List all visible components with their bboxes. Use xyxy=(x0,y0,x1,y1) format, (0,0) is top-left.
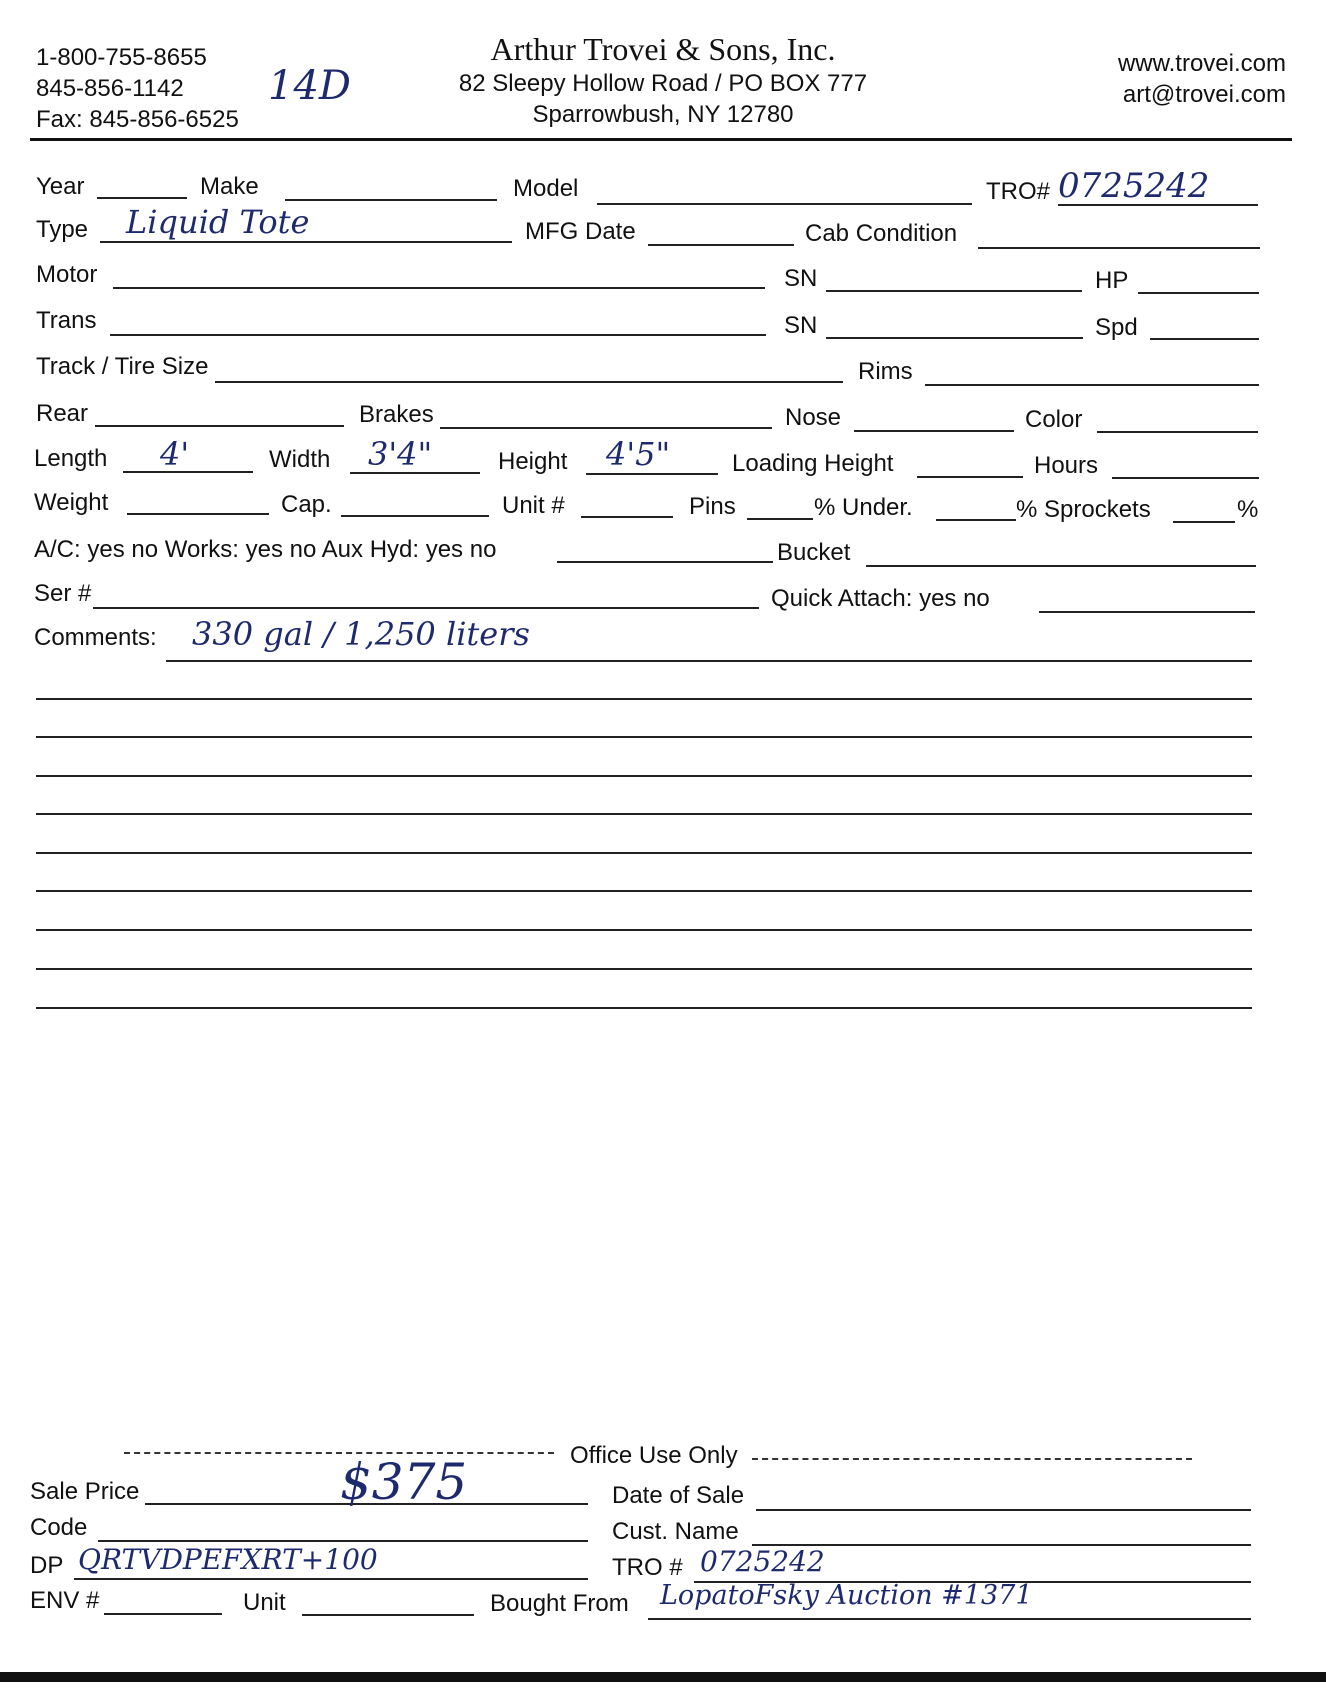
motor-sn-field[interactable] xyxy=(826,290,1082,292)
hp-field[interactable] xyxy=(1138,292,1259,294)
tro-value: 0725242 xyxy=(1058,166,1210,206)
type-value: Liquid Tote xyxy=(126,203,310,241)
hours-label: Hours xyxy=(1034,452,1099,479)
header-rule xyxy=(30,138,1292,141)
motor-label: Motor xyxy=(36,261,98,288)
rear-label: Rear xyxy=(36,400,89,427)
pct-under-label: % Under. xyxy=(814,494,913,521)
loading-height-label: Loading Height xyxy=(732,450,894,477)
date-of-sale-field[interactable] xyxy=(756,1509,1251,1511)
phone-tollfree: 1-800-755-8655 xyxy=(36,44,207,71)
comment-line[interactable] xyxy=(36,813,1252,815)
color-field[interactable] xyxy=(1097,431,1258,433)
ac-works-aux-options[interactable]: A/C: yes no Works: yes no Aux Hyd: yes no xyxy=(34,536,497,563)
weight-label: Weight xyxy=(34,489,109,516)
website: www.trovei.com xyxy=(1117,50,1286,77)
hp-label: HP xyxy=(1095,267,1129,294)
ser-field[interactable] xyxy=(93,607,759,609)
comment-line[interactable] xyxy=(36,852,1252,854)
year-label: Year xyxy=(36,173,85,200)
trans-field[interactable] xyxy=(110,334,766,336)
pins-field[interactable] xyxy=(747,518,813,520)
office-tro-value: 0725242 xyxy=(700,1545,825,1578)
year-field[interactable] xyxy=(97,197,187,199)
track-tire-label: Track / Tire Size xyxy=(36,353,209,380)
phone-local: 845-856-1142 xyxy=(36,75,184,102)
company-name: Arthur Trovei & Sons, Inc. xyxy=(490,31,836,67)
office-divider-right xyxy=(752,1458,1192,1460)
motor-sn-label: SN xyxy=(784,265,818,292)
sprockets-field[interactable] xyxy=(1173,521,1235,523)
dp-value: QRTVDPEFXRT+100 xyxy=(78,1543,378,1576)
nose-field[interactable] xyxy=(854,430,1014,432)
date-of-sale-label: Date of Sale xyxy=(612,1482,745,1509)
comment-line[interactable] xyxy=(36,698,1252,700)
bought-from-value: LopatoFsky Auction #1371 xyxy=(660,1580,1033,1611)
mfg-date-field[interactable] xyxy=(648,244,794,246)
nose-label: Nose xyxy=(785,404,842,431)
trans-sn-label: SN xyxy=(784,312,818,339)
unit-label: Unit xyxy=(243,1589,286,1616)
weight-field[interactable] xyxy=(127,513,269,515)
tro-label: TRO# xyxy=(986,178,1051,205)
office-divider-left xyxy=(124,1452,554,1454)
comments-value: 330 gal / 1,250 liters xyxy=(192,615,530,653)
rims-label: Rims xyxy=(858,358,913,385)
unit-no-field[interactable] xyxy=(581,516,673,518)
office-use-heading: Office Use Only xyxy=(570,1442,738,1469)
mfg-date-label: MFG Date xyxy=(525,218,636,245)
cap-field[interactable] xyxy=(341,515,489,517)
page-bottom-edge xyxy=(0,1672,1326,1682)
sprockets-pct-sign: % xyxy=(1237,496,1259,523)
model-field[interactable] xyxy=(597,203,972,205)
spd-label: Spd xyxy=(1095,314,1138,341)
comment-line[interactable] xyxy=(36,929,1252,931)
quick-attach-options[interactable]: Quick Attach: yes no xyxy=(771,585,990,612)
aux-hyd-field[interactable] xyxy=(557,561,773,563)
unit-no-label: Unit # xyxy=(502,492,565,519)
under-field[interactable] xyxy=(936,519,1016,521)
track-tire-field[interactable] xyxy=(215,381,843,383)
height-value: 4'5" xyxy=(606,435,671,473)
model-label: Model xyxy=(513,175,579,202)
web-block xyxy=(1118,48,1286,110)
bucket-label: Bucket xyxy=(777,539,851,566)
fax-number: Fax: 845-856-6525 xyxy=(36,106,239,133)
motor-field[interactable] xyxy=(113,287,765,289)
length-value: 4' xyxy=(160,435,190,473)
comment-line[interactable] xyxy=(36,1007,1252,1009)
cust-name-field[interactable] xyxy=(752,1544,1251,1546)
bucket-field[interactable] xyxy=(866,565,1256,567)
pins-label: Pins xyxy=(689,493,736,520)
address-line-1: 82 Sleepy Hollow Road / PO BOX 777 xyxy=(458,70,868,97)
make-field[interactable] xyxy=(285,199,497,201)
comment-line[interactable] xyxy=(36,775,1252,777)
code-label: Code xyxy=(30,1514,88,1541)
pct-sprockets-label: % Sprockets xyxy=(1016,496,1151,523)
bought-from-label: Bought From xyxy=(490,1590,629,1617)
bought-from-field[interactable] xyxy=(648,1618,1251,1620)
dp-label: DP xyxy=(30,1552,64,1579)
ser-label: Ser # xyxy=(34,580,92,607)
brakes-field[interactable] xyxy=(440,427,772,429)
comment-line[interactable] xyxy=(36,736,1252,738)
comment-line[interactable] xyxy=(36,890,1252,892)
rims-field[interactable] xyxy=(925,384,1259,386)
width-label: Width xyxy=(269,446,331,473)
make-label: Make xyxy=(200,173,259,200)
email: art@trovei.com xyxy=(1122,81,1286,108)
unit-field[interactable] xyxy=(302,1614,474,1616)
brakes-label: Brakes xyxy=(359,401,434,428)
spd-field[interactable] xyxy=(1150,338,1259,340)
comment-line[interactable] xyxy=(166,660,1252,662)
cab-condition-field[interactable] xyxy=(978,247,1260,249)
width-value: 3'4" xyxy=(368,435,433,473)
handwritten-mark: 14D xyxy=(268,63,351,109)
comment-line[interactable] xyxy=(36,968,1252,970)
rear-field[interactable] xyxy=(95,425,344,427)
cap-label: Cap. xyxy=(281,491,332,518)
quick-attach-field[interactable] xyxy=(1039,611,1255,613)
height-label: Height xyxy=(498,448,568,475)
color-label: Color xyxy=(1025,406,1083,433)
env-field[interactable] xyxy=(104,1613,222,1615)
cust-name-label: Cust. Name xyxy=(612,1518,739,1545)
office-tro-label: TRO # xyxy=(612,1554,683,1581)
sale-price-value: $375 xyxy=(340,1453,468,1511)
comments-label: Comments: xyxy=(34,624,157,651)
address-line-2: Sparrowbush, NY 12780 xyxy=(532,101,794,128)
env-label: ENV # xyxy=(30,1587,100,1614)
trans-sn-field[interactable] xyxy=(826,337,1083,339)
trans-label: Trans xyxy=(36,307,97,334)
sale-price-label: Sale Price xyxy=(30,1478,140,1505)
loading-height-field[interactable] xyxy=(917,476,1023,478)
cab-condition-label: Cab Condition xyxy=(805,220,958,247)
hours-field[interactable] xyxy=(1112,477,1259,479)
type-label: Type xyxy=(36,216,89,243)
length-label: Length xyxy=(34,445,108,472)
